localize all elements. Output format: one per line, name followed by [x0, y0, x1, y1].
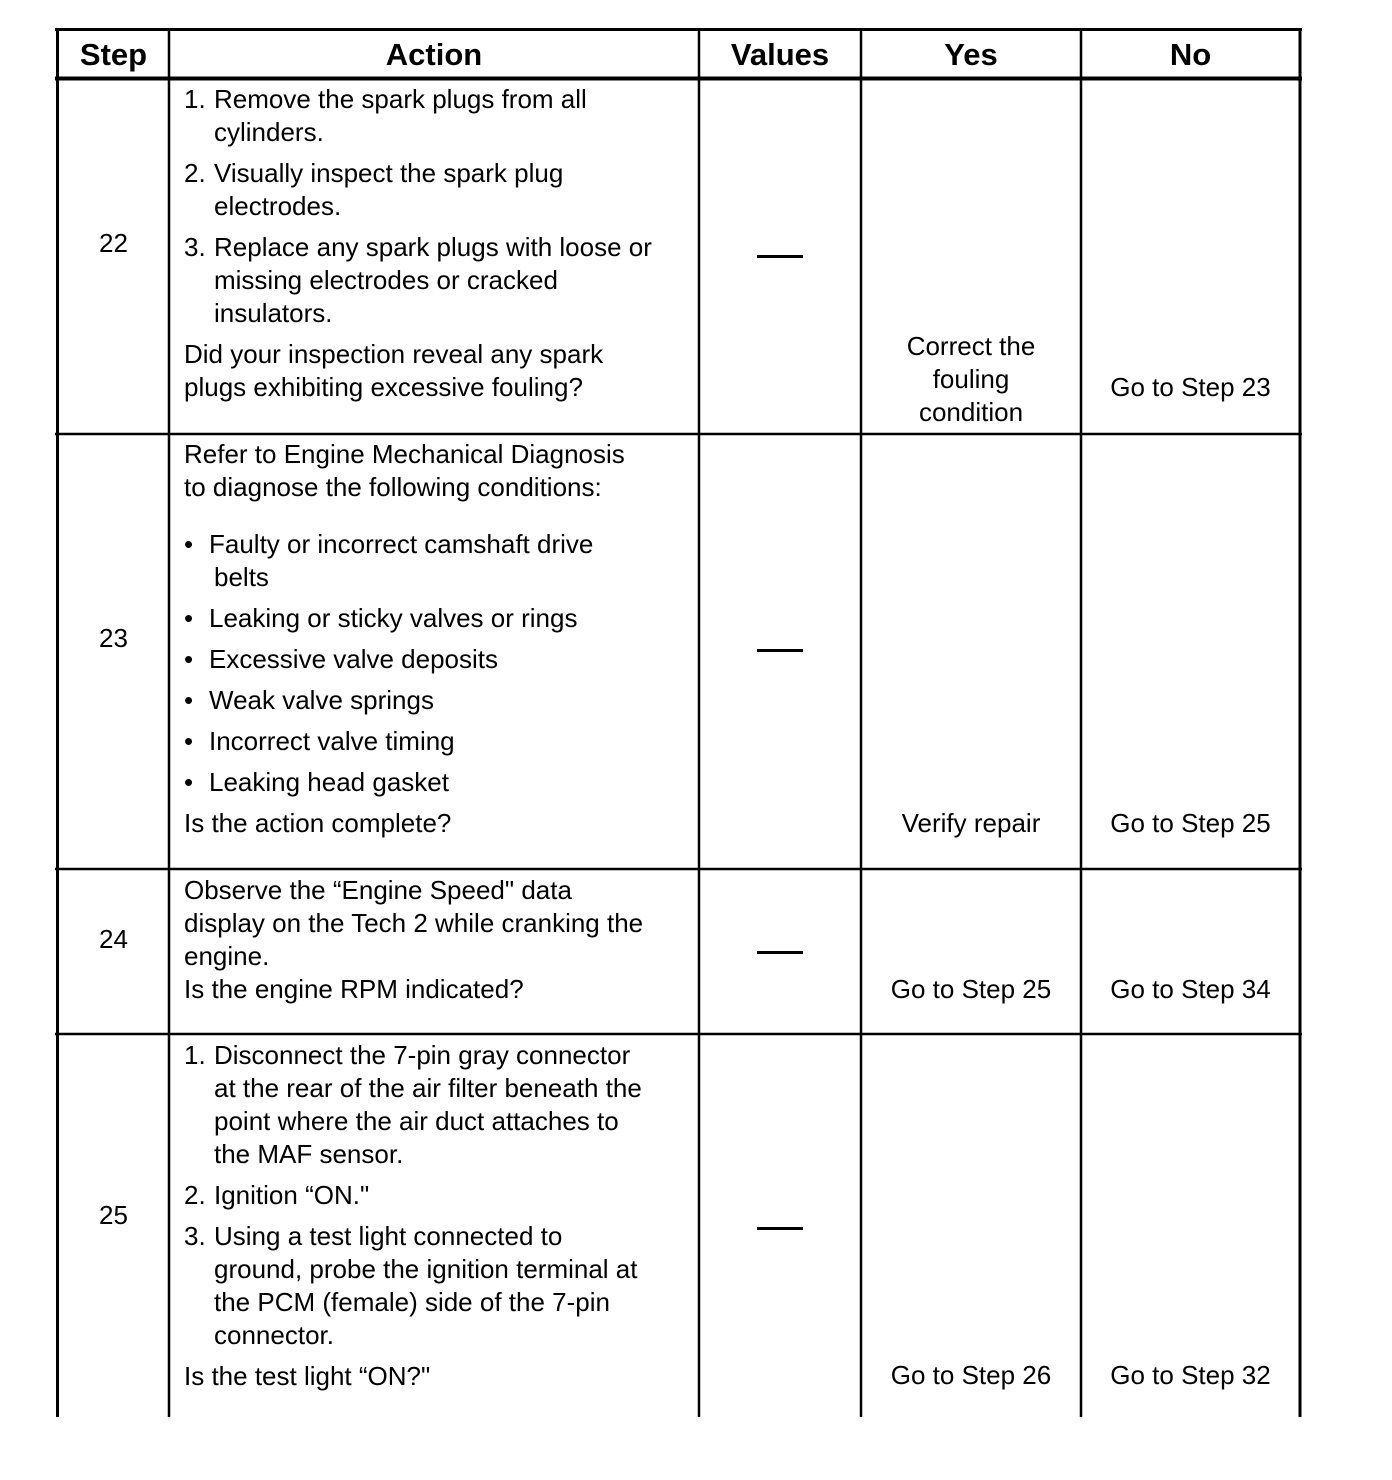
- step-number: 23: [99, 623, 128, 653]
- list-item: 3. Replace any spark plugs with loose or missing electrodes or cracked insulators.: [184, 232, 652, 328]
- no-cell: Go to Step 25: [1110, 808, 1271, 838]
- value-dash: [757, 951, 803, 954]
- question: Is the test light “ON?": [184, 1361, 431, 1391]
- question: Did your inspection reveal any spark plugs exhibiting excessive fouling?: [184, 339, 604, 402]
- header-step: Step: [79, 37, 148, 72]
- list-item: 1. Remove the spark plugs from all cylinders.: [184, 84, 587, 147]
- intro-text: Refer to Engine Mechanical Diagnosis to diagnose the following conditions:: [184, 439, 625, 502]
- value-dash: [757, 255, 803, 258]
- yes-cell: Verify repair: [901, 808, 1041, 838]
- value-dash: [757, 649, 803, 652]
- list-item: • Incorrect valve timing: [184, 726, 455, 756]
- list-item: • Leaking head gasket: [184, 767, 449, 797]
- question: Is the action complete?: [184, 808, 452, 838]
- value-dash: [757, 1227, 803, 1230]
- list-item: • Excessive valve deposits: [184, 644, 499, 674]
- list-item: • Weak valve springs: [184, 685, 434, 715]
- list-item: 2. Visually inspect the spark plug electrodes.: [184, 158, 564, 221]
- yes-cell: Go to Step 26: [890, 1360, 1052, 1390]
- action-cell: [184, 438, 694, 840]
- list-item: 1. Disconnect the 7-pin gray connector at the rear of the air filter beneath the point where the air duct attaches to the MAF sensor.: [184, 1040, 642, 1169]
- header-values: Values: [730, 37, 830, 72]
- header-no: No: [1169, 37, 1212, 72]
- step-number: 25: [99, 1200, 128, 1230]
- no-cell: Go to Step 23: [1110, 372, 1271, 402]
- no-cell: Go to Step 34: [1110, 974, 1271, 1004]
- list-item: 2. Ignition “ON.": [184, 1180, 370, 1210]
- header-action: Action: [385, 37, 483, 72]
- no-cell: Go to Step 32: [1110, 1360, 1271, 1390]
- step-number: 24: [99, 924, 128, 954]
- action-cell: [184, 83, 694, 404]
- list-item: • Faulty or incorrect camshaft drive belts: [184, 529, 594, 592]
- yes-cell: Go to Step 25: [890, 974, 1052, 1004]
- step-number: 22: [99, 228, 128, 258]
- yes-cell: Correct the fouling condition: [906, 331, 1036, 427]
- action-cell: [184, 1039, 694, 1393]
- list-item: 3. Using a test light connected to ground, probe the ignition terminal at the PCM (female) side of the 7-pin connector.: [184, 1221, 638, 1350]
- action-cell: Observe the “Engine Speed" data display on the Tech 2 while cranking the engine. Is the engine RPM indicated?: [184, 875, 644, 1004]
- list-item: • Leaking or sticky valves or rings: [184, 603, 578, 633]
- header-yes: Yes: [944, 37, 998, 72]
